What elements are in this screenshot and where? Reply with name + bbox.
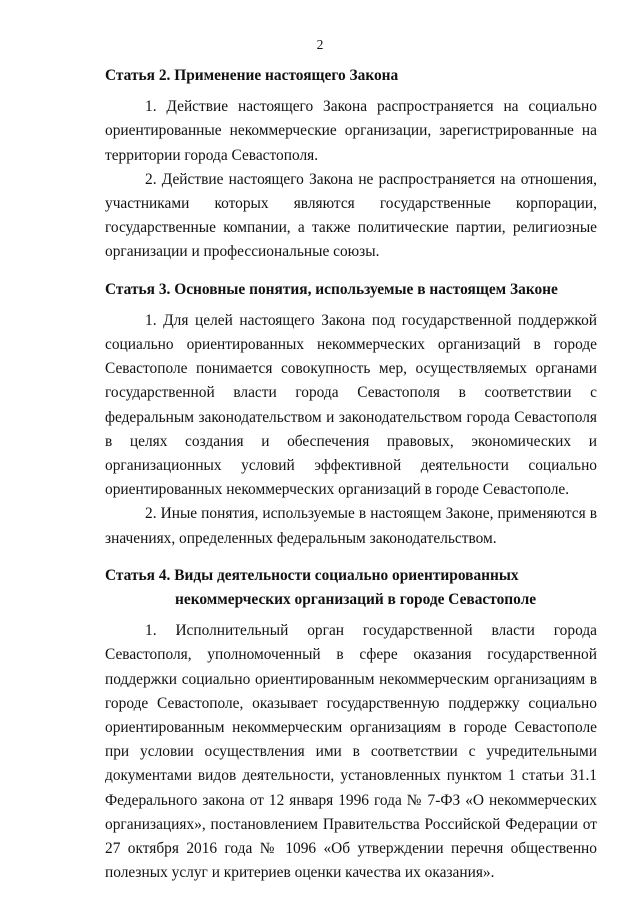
article-4-heading-line-1: Статья 4. Виды деятельности социально ориентированных [105, 566, 519, 584]
article-4-paragraph-1: 1. Исполнительный орган государственной власти города Севастополя, уполномоченный в сфере оказания государственной поддержки социально ориентированным некоммерческим организациям в городе Севастополе, оказывает государственную поддержку социально ориентированным некоммерческим организациям в городе Севастополе при условии осуществления ими в соответствии с учредительными документами видов деятельности, установленных пунктом 1 статьи 31.1 Федерального закона от 12 января 1996 года № 7-ФЗ «О некоммерческих организациях», постановлением Правительства Российской Федерации от 27 октября 2016 года № 1096 «Об утверждении перечня общественно полезных услуг и критериев оценки качества их оказания». [105, 622, 597, 882]
article-2 [105, 64, 597, 265]
article-2-heading: Статья 2. Применение настоящего Закона [105, 67, 399, 84]
article-3-paragraph-1: 1. Для целей настоящего Закона под государственной поддержкой социально ориентированных некоммерческих организаций в городе Севастополе понимается совокупность мер, осуществляемых органами государственной власти города Севастополя в соответствии с федеральным законодательством и законодательством города Севастополя в целях создания и обеспечения правовых, экономических и организационных условий эффективной деятельности социально ориентированных некоммерческих организаций в городе Севастополе. [105, 311, 597, 499]
article-4-heading-line-2: некоммерческих организаций в городе Севастополе [175, 591, 537, 609]
article-2-paragraph-2: 2. Действие настоящего Закона не распространяется на отношения, участниками которых являются государственные корпорации, государственные компании, а также политические партии, религиозные организации и профессиональные союзы. [105, 170, 597, 261]
document-body [105, 64, 597, 886]
page-number: 2 [316, 37, 324, 52]
article-3-heading: Статья 3. Основные понятия, используемые в настоящем Законе [105, 280, 558, 298]
article-4 [105, 564, 597, 886]
article-3 [105, 278, 597, 551]
article-3-paragraph-2: 2. Иные понятия, используемые в настоящем Законе, применяются в значениях, определенных федеральным законодательством. [105, 505, 597, 547]
article-2-paragraph-1: 1. Действие настоящего Закона распространяется на социально ориентированные некоммерческие организации, зарегистрированные на территории города Севастополя. [105, 98, 597, 164]
